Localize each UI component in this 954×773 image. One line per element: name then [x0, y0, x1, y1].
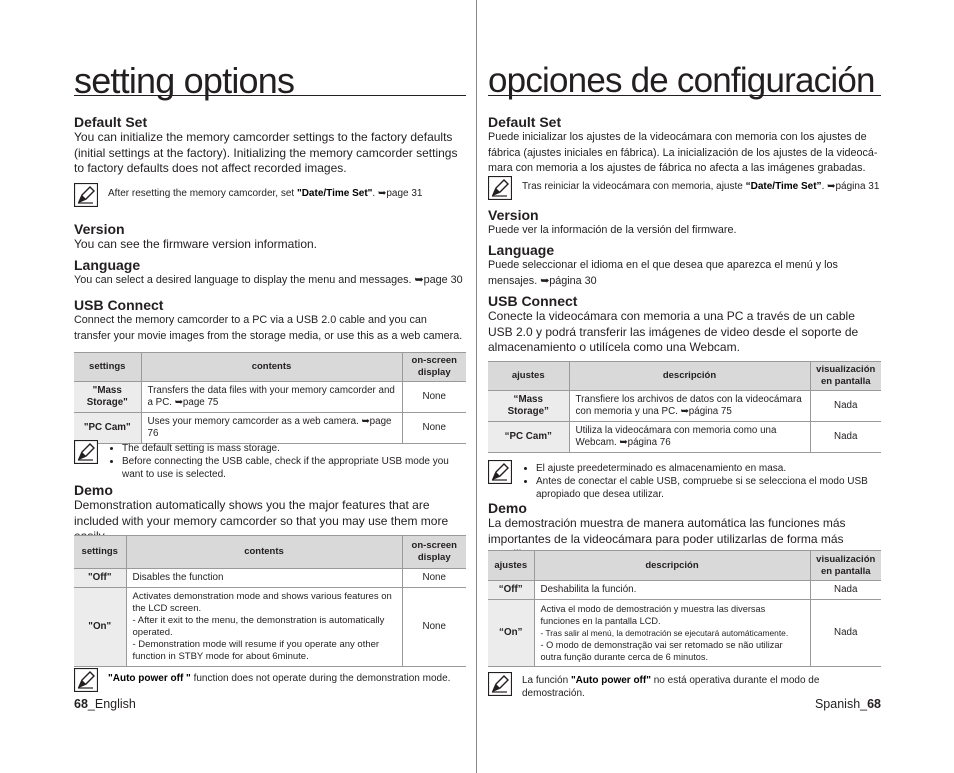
section-heading: Default Set [488, 114, 562, 130]
table-cell: "PC Cam" [74, 413, 141, 444]
table-header: settings [74, 536, 126, 569]
table-cell: Deshabilita la función. [534, 581, 810, 600]
table-header: settings [74, 353, 141, 382]
note [488, 672, 881, 700]
usb-table [488, 361, 881, 453]
table-cell: Utiliza la videocámara con memoria como una Webcam. ➥página 76 [569, 422, 810, 453]
section-body: Connect the memory camcorder to a PC via a USB 2.0 cable and you can transfer your movie images from the storage media, or use this as a web camera. [74, 314, 463, 342]
section-heading: USB Connect [488, 293, 578, 309]
note-bold: "Date/Time Set" [296, 188, 373, 199]
table-cell: Nada [810, 391, 881, 422]
note [74, 668, 466, 692]
demo-table-wrap [74, 535, 466, 667]
section-body: You can select a desired language to display the menu and messages. ➥page 30 [74, 274, 463, 286]
footer-language: Spanish_ [814, 697, 868, 711]
note-text: no está operativa durante el modo de demostración. [522, 675, 820, 699]
note-item: • Before connecting the USB cable, check if the appropriate USB mode you want to use is selected. [122, 455, 466, 481]
language-section [488, 242, 881, 289]
section-body: Puede seleccionar el idioma en el que desea que aparezca el menú y los mensajes. ➥página 30 [488, 259, 838, 287]
table-cell: None [402, 382, 466, 413]
section-heading: Language [488, 242, 555, 258]
section-heading: Demo [488, 500, 527, 516]
note [488, 176, 881, 200]
section-heading: Demo [74, 482, 113, 498]
page-footer [74, 697, 136, 711]
page-number: 68 [867, 697, 881, 711]
usb-table-wrap [488, 361, 881, 453]
note [74, 183, 466, 207]
table-header: ajustes [488, 362, 569, 391]
note-text: La función [522, 675, 571, 686]
section-body: You can see the firmware version information. [74, 237, 318, 251]
version-section [488, 207, 881, 239]
section-body: You can initialize the memory camcorder settings to the factory defaults (initial settings at the factory). Initializing the memory camcorder settings to factory defaults does not affect recorded images. [74, 130, 458, 175]
usb-section [74, 297, 466, 344]
table-cell [126, 588, 402, 667]
table-header: contents [126, 536, 402, 569]
cell-line: - Demonstration mode will resume if you operate any other function in STBY mode for about 6minute. [132, 639, 380, 662]
usb-table [74, 352, 466, 444]
section-body: Puede ver la información de la versión del firmware. [488, 224, 737, 236]
table-cell: "On" [74, 588, 126, 667]
section-body: Puede inicializar los ajustes de la videocámara con memoria con los ajustes de fábrica (ajustes iniciales en fábrica). La inicialización de los ajustes de la videocá-mara con memoria a los ajustes de fábrica no afecta a las imágenes grabadas. [488, 131, 878, 174]
demo-table [74, 535, 466, 667]
cell-line: - After it exit to the menu, the demonstration is automatically operated. [132, 615, 385, 638]
table-cell: “PC Cam” [488, 422, 569, 453]
page-footer [815, 697, 881, 711]
page-divider [476, 0, 477, 773]
section-heading: Version [74, 221, 125, 237]
table-cell: Nada [810, 422, 881, 453]
section-heading: Language [74, 257, 141, 273]
table-cell: “Off” [488, 581, 534, 600]
section-body: Conecte la videocámara con memoria a una PC a través de un cable USB 2.0 y podrá transferir las imágenes de video desde el soporte de almacenamiento o utilícela como una Webcam. [488, 309, 859, 354]
cell-line: - Tras salir al menú, la demotración se ejecutará automáticamente. [540, 628, 789, 638]
note-bold: “Date/Time Set” [745, 181, 822, 192]
note-item: • The default setting is mass storage. [122, 442, 466, 455]
note-icon [488, 460, 512, 484]
usb-section [488, 293, 881, 356]
note-icon [74, 668, 98, 692]
page-title: opciones de configuración [488, 60, 881, 96]
table-cell: None [402, 569, 466, 588]
section-body: Demonstration automatically shows you the major features that are included with your memory camcorder so that you may use them more [74, 498, 449, 528]
table-cell: Nada [810, 600, 881, 667]
version-section [74, 221, 466, 253]
note-icon [74, 183, 98, 207]
table-cell: Uses your memory camcorder as a web camera. ➥page 76 [141, 413, 402, 444]
note-ref: . ➥page 31 [372, 188, 423, 199]
table-cell: Transfers the data files with your memory camcorder and a PC. ➥page 75 [141, 382, 402, 413]
table-cell: None [402, 588, 466, 667]
table-cell: None [402, 413, 466, 444]
page-number: 68 [74, 697, 88, 711]
language-section [74, 257, 466, 289]
footer-language: _English [87, 697, 136, 711]
table-cell: “Mass Storage” [488, 391, 569, 422]
section-heading: Default Set [74, 114, 148, 130]
table-header: on-screen display [402, 536, 466, 569]
demo-table [488, 550, 881, 667]
section-body: La demostración muestra de manera automática las funciones más importantes de la videocámara para poder utilizarlas de forma más [488, 516, 846, 546]
note-bold: "Auto power off " [108, 673, 191, 684]
table-cell: Transfiere los archivos de datos con la videocámara con memoria y una PC. ➥página 75 [569, 391, 810, 422]
demo-table-wrap [488, 550, 881, 667]
note-text: Tras reiniciar la videocámara con memoria, ajuste [522, 181, 746, 192]
table-header: contents [141, 353, 402, 382]
table-header: visualización en pantalla [810, 551, 881, 581]
table-header: visualización en pantalla [810, 362, 881, 391]
usb-table-wrap [74, 352, 466, 444]
table-cell: "Off" [74, 569, 126, 588]
note [488, 460, 881, 501]
cell-line: Activa el modo de demostración y muestra las diversas funciones en la pantalla LCD. [540, 604, 766, 626]
table-cell: Nada [810, 581, 881, 600]
table-cell [534, 600, 810, 667]
table-header: on-screen display [402, 353, 466, 382]
table-header: descripción [569, 362, 810, 391]
note-icon [74, 440, 98, 464]
table-cell: “On” [488, 600, 534, 667]
table-cell: "Mass Storage" [74, 382, 141, 413]
note-text: function does not operate during the demonstration mode. [190, 673, 451, 684]
note [74, 440, 466, 481]
note-bold: "Auto power off" [570, 675, 651, 686]
cell-line: Activates demonstration mode and shows various features on the LCD screen. [132, 591, 392, 614]
table-header: ajustes [488, 551, 534, 581]
section-heading: USB Connect [74, 297, 164, 313]
table-cell: Disables the function [126, 569, 402, 588]
cell-line: - O modo de demonstração vai ser retomado se não utilizar outra função durante cerca de 6 minutos. [540, 640, 783, 662]
note-item: • Antes de conectar el cable USB, compruebe si se selecciona el modo USB apropiado que desea utilizar. [536, 475, 881, 501]
note-text: After resetting the memory camcorder, set [108, 188, 297, 199]
note-icon [488, 176, 512, 200]
default-set-section [488, 114, 881, 177]
note-item: • El ajuste preedeterminado es almacenamiento en masa. [536, 462, 881, 475]
page-title: setting options [74, 60, 466, 96]
note-icon [488, 672, 512, 696]
table-header: descripción [534, 551, 810, 581]
default-set-section [74, 114, 466, 177]
section-heading: Version [488, 207, 539, 223]
note-ref: . ➥página 31 [821, 181, 880, 192]
